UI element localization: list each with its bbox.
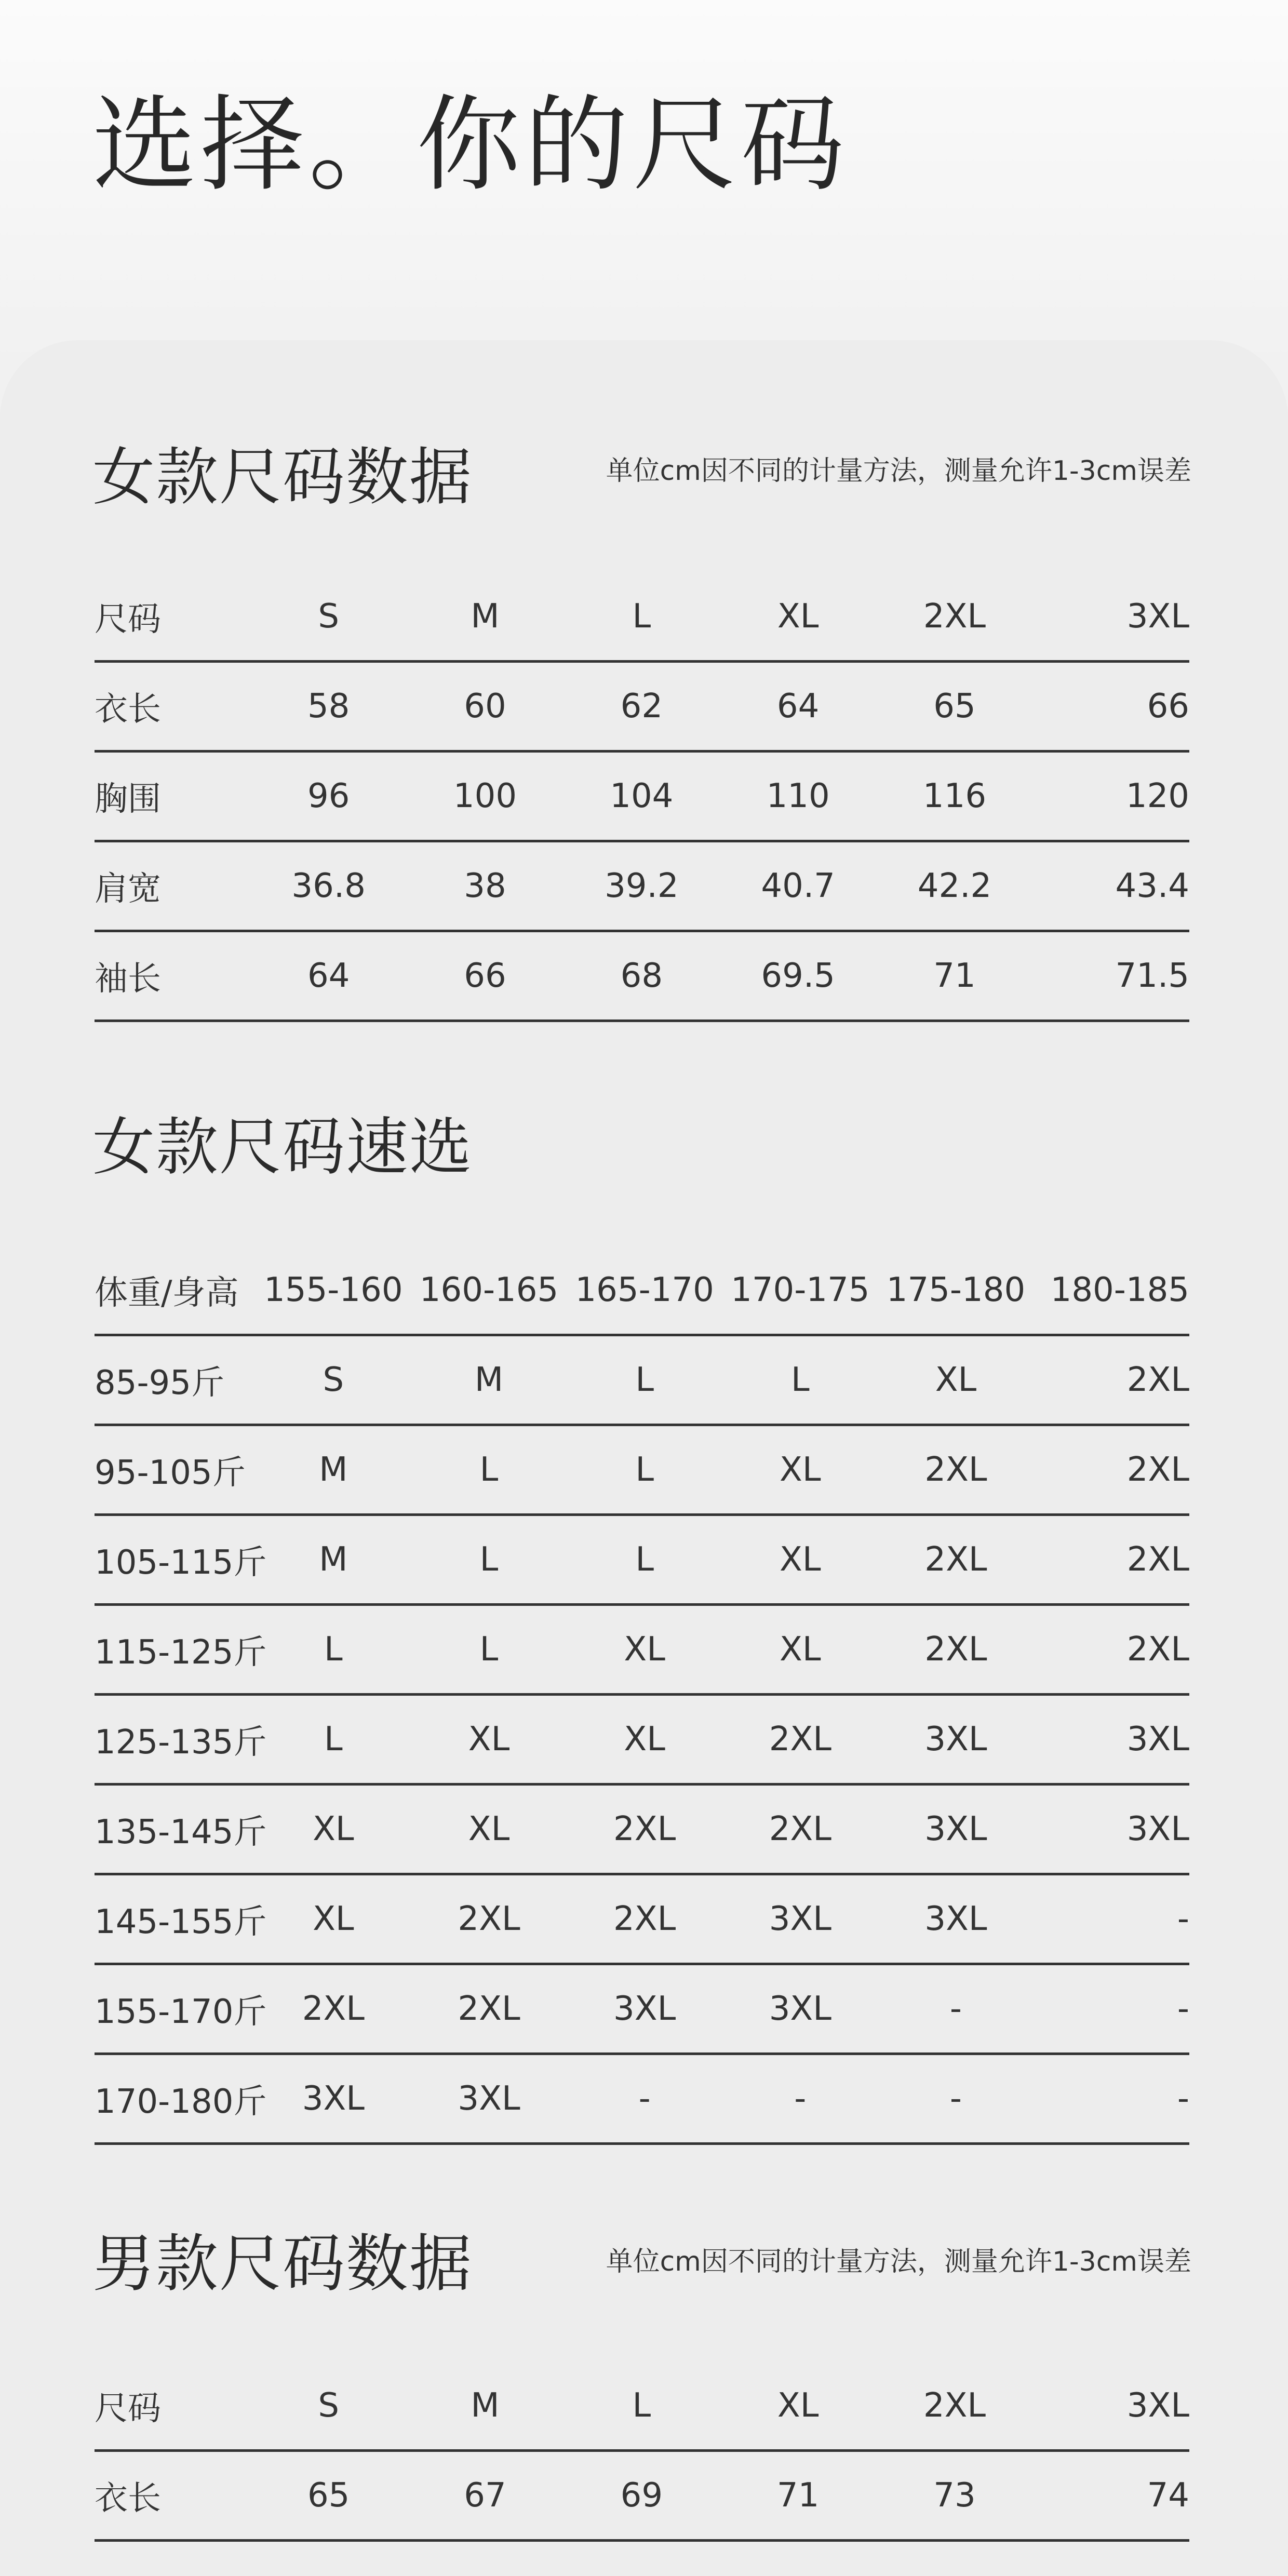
table-cell: 74 [1033, 2451, 1189, 2541]
table-cell: XL [567, 1605, 722, 1695]
table-cell: XL [722, 1425, 878, 1515]
table-cell: 116 [876, 752, 1032, 841]
table-cell: XL [256, 1785, 411, 1874]
column-header: 2XL [876, 2362, 1032, 2451]
column-header: S [250, 573, 407, 662]
table-row [95, 1964, 1189, 2054]
table-cell: 2XL [722, 1695, 878, 1785]
row-label: 155-170斤 [95, 1964, 256, 2054]
table-cell: XL [256, 1874, 411, 1964]
table-cell: XL [722, 1515, 878, 1605]
table-cell: 69.5 [720, 931, 876, 1021]
table-cell: 60 [407, 662, 563, 752]
table-row [95, 662, 1189, 752]
table-cell: 36.8 [250, 841, 407, 931]
table-cell: - [722, 2054, 878, 2144]
column-header: S [250, 2362, 407, 2451]
table-cell: 69 [564, 2451, 720, 2541]
column-header: 175-180 [878, 1246, 1034, 1335]
table-cell: 58 [250, 662, 407, 752]
table-cell: - [1034, 2054, 1189, 2144]
row-label: 85-95斤 [95, 1335, 256, 1425]
table-cell: 67 [407, 2451, 563, 2541]
table-row [95, 931, 1189, 1021]
table-row [95, 841, 1189, 931]
column-header-label: 尺码 [95, 573, 250, 662]
table-cell: 2XL [567, 1785, 722, 1874]
page-title: 选择。你的尺码 [92, 85, 849, 206]
table-cell: 3XL [878, 1695, 1034, 1785]
column-header-label: 尺码 [95, 2362, 250, 2451]
table-row [95, 1785, 1189, 1874]
table-cell: 40.7 [720, 841, 876, 931]
table-cell: L [256, 1605, 411, 1695]
column-header: L [564, 2362, 720, 2451]
table-cell: 64 [720, 662, 876, 752]
table-cell: 65 [250, 2451, 407, 2541]
men-size-data-table [95, 2362, 1189, 2542]
row-label: 115-125斤 [95, 1605, 256, 1695]
table-cell: 3XL [567, 1964, 722, 2054]
table-cell: 96 [250, 752, 407, 841]
table-cell: 3XL [411, 2054, 567, 2144]
table-cell: L [411, 1515, 567, 1605]
table-row [95, 752, 1189, 841]
table-cell: 71.5 [1033, 931, 1189, 1021]
table-cell: M [256, 1425, 411, 1515]
row-label: 衣长 [95, 2451, 250, 2541]
table-cell: 3XL [878, 1785, 1034, 1874]
table-cell: 2XL [878, 1425, 1034, 1515]
table-cell: 3XL [722, 1964, 878, 2054]
row-label: 105-115斤 [95, 1515, 256, 1605]
table-cell: 3XL [1034, 1695, 1189, 1785]
row-label: 145-155斤 [95, 1874, 256, 1964]
table-cell: L [567, 1425, 722, 1515]
row-label: 胸围 [95, 752, 250, 841]
column-header: XL [720, 2362, 876, 2451]
table-cell: L [567, 1515, 722, 1605]
column-header: M [407, 2362, 563, 2451]
table-cell: 110 [720, 752, 876, 841]
table-cell: L [567, 1335, 722, 1425]
men-size-data-title: 男款尺码数据 [92, 2228, 473, 2300]
table-cell: 100 [407, 752, 563, 841]
table-cell: 3XL [256, 2054, 411, 2144]
row-label: 170-180斤 [95, 2054, 256, 2144]
women-quick-pick-title: 女款尺码速选 [92, 1111, 473, 1184]
column-header: L [564, 573, 720, 662]
table-cell: M [411, 1335, 567, 1425]
table-cell: 66 [407, 931, 563, 1021]
table-cell: 2XL [878, 1515, 1034, 1605]
table-header-row [95, 2362, 1189, 2451]
cut-off-row [0, 2558, 1288, 2576]
table-cell: 73 [876, 2451, 1032, 2541]
table-cell: 43.4 [1033, 841, 1189, 931]
table-cell: 2XL [1034, 1515, 1189, 1605]
table-cell: M [256, 1515, 411, 1605]
column-header: 170-175 [722, 1246, 878, 1335]
column-header: 160-165 [411, 1246, 567, 1335]
column-header: 155-160 [256, 1246, 411, 1335]
table-cell: XL [878, 1335, 1034, 1425]
table-cell: 3XL [722, 1874, 878, 1964]
table-row [95, 1874, 1189, 1964]
table-cell: XL [567, 1695, 722, 1785]
table-cell: - [878, 1964, 1034, 2054]
table-cell: 64 [250, 931, 407, 1021]
women-size-data-note: 单位cm因不同的计量方法，测量允许1-3cm误差 [606, 455, 1191, 487]
row-label: 125-135斤 [95, 1695, 256, 1785]
table-cell: 66 [1033, 662, 1189, 752]
table-cell: L [256, 1695, 411, 1785]
row-label: 衣长 [95, 662, 250, 752]
table-row [95, 2054, 1189, 2144]
table-cell: 2XL [411, 1964, 567, 2054]
table-cell: 104 [564, 752, 720, 841]
table-cell: - [567, 2054, 722, 2144]
column-header: 165-170 [567, 1246, 722, 1335]
table-row [95, 2451, 1189, 2541]
row-label: 肩宽 [95, 841, 250, 931]
table-cell: - [878, 2054, 1034, 2144]
table-cell: 3XL [878, 1874, 1034, 1964]
column-header: M [407, 573, 563, 662]
women-quick-pick-table [95, 1246, 1189, 2145]
table-cell: 2XL [1034, 1425, 1189, 1515]
table-header-row [95, 573, 1189, 662]
column-header: XL [720, 573, 876, 662]
table-cell: - [1034, 1874, 1189, 1964]
table-cell: 2XL [1034, 1605, 1189, 1695]
column-header-label: 体重/身高 [95, 1246, 256, 1335]
table-cell: L [411, 1425, 567, 1515]
table-cell: 2XL [256, 1964, 411, 2054]
table-header-row [95, 1246, 1189, 1335]
table-cell: 65 [876, 662, 1032, 752]
table-row [95, 1695, 1189, 1785]
table-row [95, 1425, 1189, 1515]
table-row [95, 1335, 1189, 1425]
table-cell: 2XL [1034, 1335, 1189, 1425]
column-header: 3XL [1033, 573, 1189, 662]
men-size-data-note: 单位cm因不同的计量方法，测量允许1-3cm误差 [606, 2246, 1191, 2277]
table-cell: 42.2 [876, 841, 1032, 931]
table-cell: XL [411, 1785, 567, 1874]
table-cell: XL [722, 1605, 878, 1695]
table-cell: 68 [564, 931, 720, 1021]
table-cell: 2XL [567, 1874, 722, 1964]
table-cell: 71 [720, 2451, 876, 2541]
row-label: 95-105斤 [95, 1425, 256, 1515]
table-cell: S [256, 1335, 411, 1425]
column-header: 2XL [876, 573, 1032, 662]
table-cell: L [722, 1335, 878, 1425]
women-size-data-title: 女款尺码数据 [92, 441, 473, 514]
table-cell: 39.2 [564, 841, 720, 931]
table-cell: 62 [564, 662, 720, 752]
table-cell: L [411, 1605, 567, 1695]
table-cell: - [1034, 1964, 1189, 2054]
row-label: 135-145斤 [95, 1785, 256, 1874]
table-cell: 2XL [411, 1874, 567, 1964]
table-cell: XL [411, 1695, 567, 1785]
table-cell: 38 [407, 841, 563, 931]
row-label: 袖长 [95, 931, 250, 1021]
women-size-data-table [95, 573, 1189, 1022]
table-row [95, 1605, 1189, 1695]
table-cell: 2XL [722, 1785, 878, 1874]
table-cell: 2XL [878, 1605, 1034, 1695]
table-cell: 3XL [1034, 1785, 1189, 1874]
table-row [95, 1515, 1189, 1605]
column-header: 3XL [1033, 2362, 1189, 2451]
table-cell: 71 [876, 931, 1032, 1021]
column-header: 180-185 [1034, 1246, 1189, 1335]
table-cell: 120 [1033, 752, 1189, 841]
